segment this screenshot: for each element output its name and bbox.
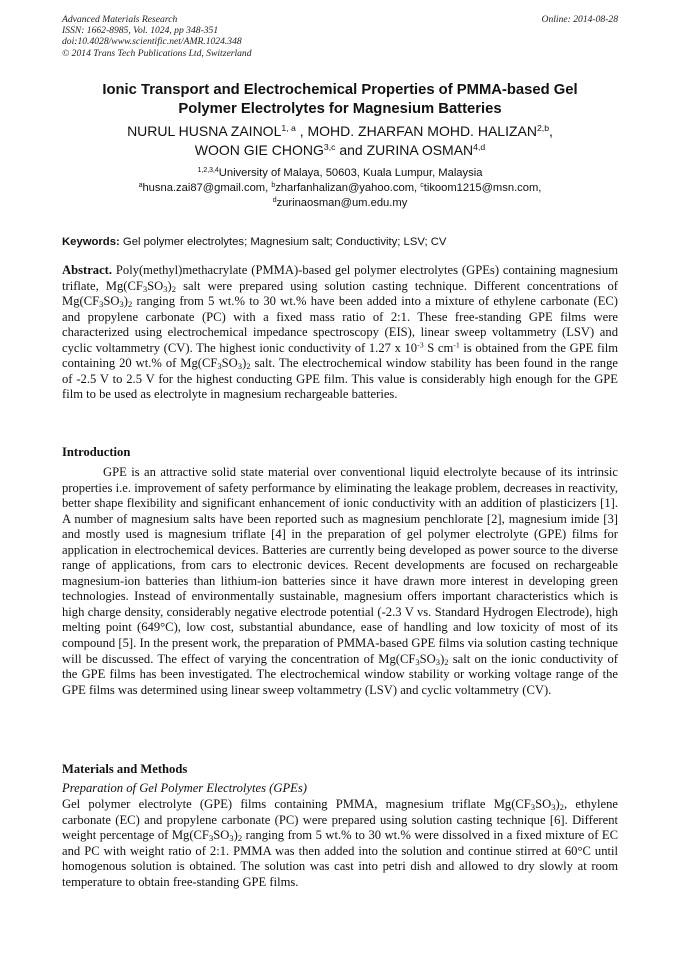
subscript: 2 (559, 802, 564, 813)
author-1-affil: 1, a (281, 123, 296, 134)
text-run: S cm (423, 340, 454, 355)
text-run: SO (213, 828, 230, 843)
subscript: 3 (119, 299, 124, 310)
abstract-paragraph (62, 263, 618, 403)
issn-line: ISSN: 1662-8985, Vol. 1024, pp 348-351 (62, 25, 219, 37)
text-run: SO (419, 651, 436, 666)
author-3: WOON GIE CHONG (194, 142, 324, 158)
affiliation-marker: 1,2,3,4 (197, 167, 219, 175)
subscript: 2 (246, 361, 251, 372)
superscript: -1 (453, 340, 460, 350)
authors-line-1 (62, 122, 618, 141)
title-line-1: Ionic Transport and Electrochemical Properties of PMMA-based Gel (102, 82, 578, 98)
text-run: ) (233, 828, 238, 843)
text-run: salt. The electrochemical window stability has been found in the range of -2.5 V to 2.5 V for the highest conducting GPE film. This value is considerably high enough for the GPE film to be used as electrolyte in magnesium rechargeable batteries. (62, 356, 618, 402)
email-c: tikoom1215@msn.com, (423, 182, 542, 194)
text-run: ) (242, 356, 247, 371)
copyright-line: © 2014 Trans Tech Publications Ltd, Switzerland (62, 47, 252, 59)
email-marker: d (272, 197, 277, 205)
subscript: 2 (237, 833, 243, 844)
subscript: 3 (530, 802, 536, 813)
author-separator: , (295, 123, 308, 139)
author-and: and (335, 142, 367, 158)
text-run: ) (440, 651, 445, 666)
paper-title (62, 81, 618, 119)
email-marker: a (138, 182, 143, 190)
text-run: , ethylene carbonate (EC) and propylene carbonate (PC) were prepared using solution casting technique [6]. Different weight percentage of Mg(CF (62, 797, 618, 843)
author-3-affil: 3,c (323, 142, 336, 153)
introduction-paragraph (62, 465, 618, 698)
subscript: 3 (208, 833, 214, 844)
text-run: salt on the ionic conductivity of the GPE films has been investigated. The electrochemical window stability or working voltage range of the GPE films was determined using linear sweep voltammetry (LSV) and cyclic voltammetry (CV). (62, 651, 618, 697)
text-run: GPE is an attractive solid state material over conventional liquid electrolyte because of its intrinsic properties i.e. improvement of safety performance by eliminating the leakage problem, decreases in reactivity, better shape flexibility and significant enhancement of ionic conductivity with an addition of plasticizers [1]. A number of magnesium salts have been reported such as magnesium penchlorate [2], magnesium imide [3] and mostly used is magnesium triflate [4] in the preparation of gel polymer electrolyte (GPE) films for application in electrochemical devices. Batteries are currently being developed as power source to the diverse range of applications, from cars to electronic devices. Recent developments are focused on rechargeable magnesium-ion batteries than lithium-ion batteries since it have drawn more interest in developing green technologies. Instead of environmentally sustainable, magnesium offers important characteristics which is high charge density, considerably negative electrode potential (-2.3 V vs. Standard Hydrogen Electrode), high melting point (649°C), low cost, substantial abundance, ease of handling and low toxicity of most of its compound [5]. In the present work, the preparation of PMMA-based GPE films via solution casting technique will be discussed. The effect of varying the concentration of Mg(CF (62, 465, 618, 666)
affiliation-text: University of Malaya, 50603, Kuala Lumpur, Malaysia (218, 167, 483, 179)
abstract-label: Abstract. (62, 263, 113, 277)
author-list (62, 122, 618, 160)
text-run: SO (147, 278, 164, 293)
methods-subheading: Preparation of Gel Polymer Electrolytes (GPEs) (62, 781, 307, 795)
text-run: ranging from 5 wt.% to 30 wt.% have been added into a mixture of ethylene carbonate (EC) and propylene carbonate (PC) with a fixed mass ratio of 2:1. These free-standing GPE films were characterized using electrochemical impedance spectroscopy (EIS), linear sweep voltammetry (LSV) and cyclic voltammetry (CV). The highest ionic conductivity of 1.27 x 10 (62, 294, 618, 355)
subscript: 3 (435, 656, 441, 667)
subscript: 2 (171, 283, 177, 294)
text-run: is obtained from the GPE film containing 20 wt.% of Mg(CF (62, 340, 618, 371)
journal-name: Advanced Materials Research (62, 14, 178, 25)
email-b: zharfanhalizan@yahoo.com, (275, 182, 421, 194)
running-header (62, 14, 618, 59)
subscript: 3 (551, 802, 556, 813)
subscript: 3 (237, 361, 243, 372)
doi-line: doi:10.4028/www.scientific.net/AMR.1024.348 (62, 36, 242, 48)
affiliation-block (62, 166, 618, 211)
emails-line-2 (62, 196, 618, 211)
author-2: MOHD. ZHARFAN MOHD. HALIZAN (307, 123, 537, 139)
email-d: zurinaosman@um.edu.my (276, 197, 408, 209)
text-run: SO (535, 797, 552, 811)
email-a: husna.zai87@gmail.com, (142, 182, 272, 194)
email-marker: c (420, 182, 424, 190)
author-4-affil: 4,d (473, 142, 486, 153)
title-line-2: Polymer Electrolytes for Magnesium Batteries (178, 101, 502, 117)
text-run: ) (167, 278, 172, 293)
text-run: ranging from 5 wt.% to 30 wt.% were dissolved in a fixed mixture of EC and PC with weight ratio of 2:1. PMMA was then added into the solution and continue stirred at 60°C until homogenous solution is obtained. The solution was cast into petri dish and allowed to dry slowly at room temperature to obtain free-standing GPE films. (62, 828, 619, 889)
methods-heading: Materials and Methods (62, 762, 188, 776)
keywords-text: Gel polymer electrolytes; Magnesium salt; Conductivity; LSV; CV (119, 236, 447, 248)
subscript: 2 (127, 299, 133, 310)
author-4: ZURINA OSMAN (366, 142, 474, 158)
text-run: salt were prepared using solution casting technique. Different concentrations of Mg(CF (62, 278, 618, 309)
author-2-affil: 2,b (536, 123, 550, 134)
keywords-label: Keywords: (62, 236, 120, 248)
subscript: 3 (142, 283, 148, 294)
emails-line-1 (62, 181, 618, 196)
text-run: ) (123, 294, 128, 309)
text-run: ) (555, 797, 560, 811)
keywords (62, 235, 618, 249)
subscript: 2 (444, 656, 449, 667)
methods-paragraph (62, 797, 618, 890)
text-run: Gel polymer electrolyte (GPE) films containing PMMA, magnesium triflate Mg(CF (62, 797, 531, 811)
subscript: 3 (99, 299, 104, 310)
affiliation-line (62, 166, 618, 181)
author-separator: , (549, 123, 553, 139)
subscript: 3 (415, 656, 420, 667)
subscript: 3 (229, 833, 234, 844)
online-date: Online: 2014-08-28 (541, 14, 618, 25)
email-marker: b (271, 182, 276, 190)
text-run: SO (103, 294, 120, 309)
text-run: Poly(methyl)methacrylate (PMMA)-based gel polymer electrolytes (GPEs) containing magnesium triflate, Mg(CF (62, 263, 618, 293)
subscript: 3 (163, 283, 168, 294)
text-run: SO (221, 356, 238, 371)
subscript: 3 (217, 361, 222, 372)
superscript: -3 (417, 340, 424, 350)
introduction-heading: Introduction (62, 445, 131, 459)
author-1: NURUL HUSNA ZAINOL (127, 123, 282, 139)
authors-line-2 (62, 141, 618, 160)
